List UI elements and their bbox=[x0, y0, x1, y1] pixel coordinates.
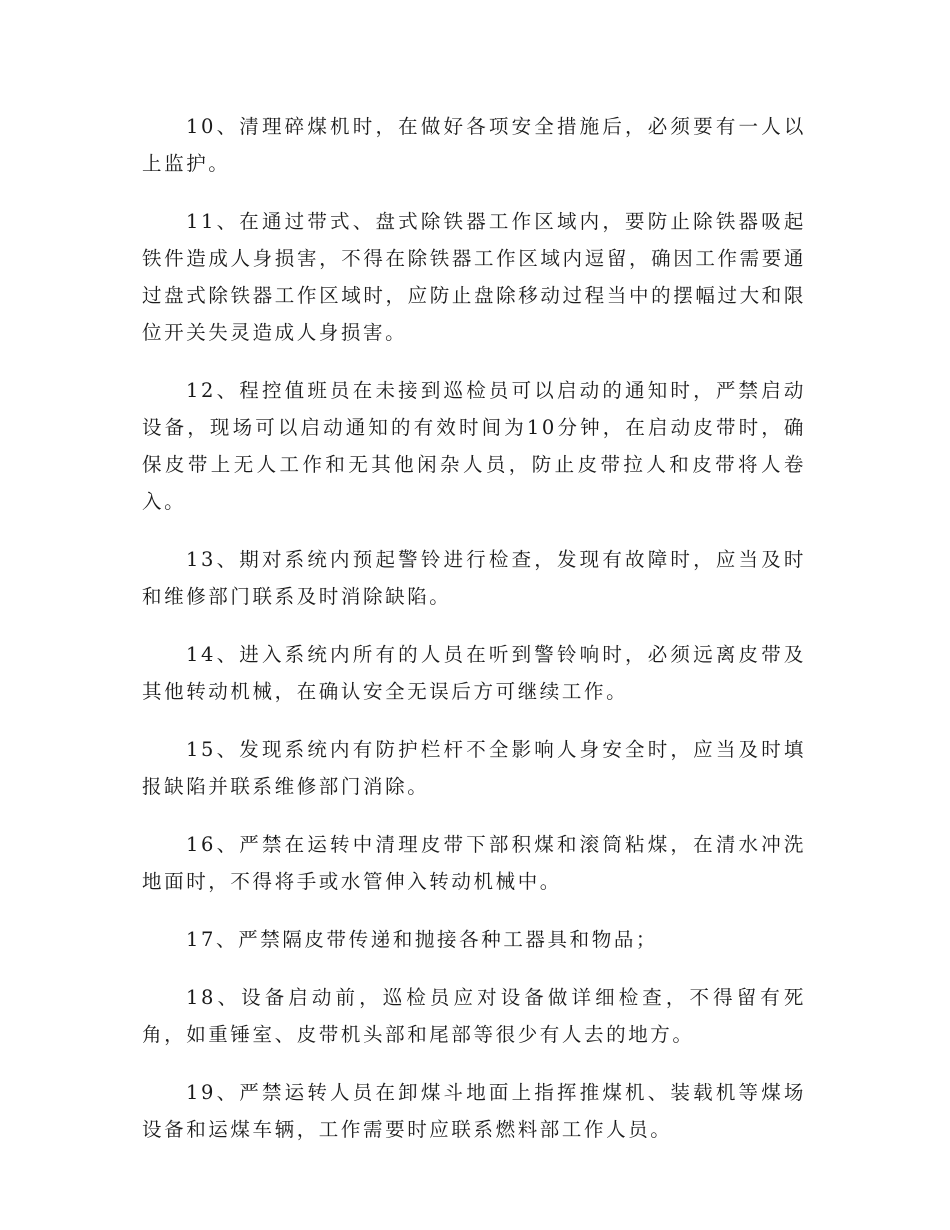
paragraph-13: 13、期对系统内预起警铃进行检查，发现有故障时，应当及时和维修部门联系及时消除缺陷。 bbox=[142, 548, 806, 608]
paragraph-12: 12、程控值班员在未接到巡检员可以启动的通知时，严禁启动设备，现场可以启动通知的有效时间为10分钟，在启动皮带时，确保皮带上无人工作和无其他闲杂人员，防止皮带拉人和皮带将人卷入。 bbox=[142, 379, 806, 513]
paragraph-16: 16、严禁在运转中清理皮带下部积煤和滚筒粘煤，在清水冲洗地面时，不得将手或水管伸入转动机械中。 bbox=[142, 833, 806, 893]
paragraph-15: 15、发现系统内有防护栏杆不全影响人身安全时，应当及时填报缺陷并联系维修部门消除。 bbox=[142, 738, 806, 798]
paragraph-17: 17、严禁隔皮带传递和抛接各种工器具和物品； bbox=[186, 928, 659, 951]
paragraph-14: 14、进入系统内所有的人员在听到警铃响时，必须远离皮带及其他转动机械，在确认安全无误后方可继续工作。 bbox=[142, 643, 806, 703]
paragraph-19: 19、严禁运转人员在卸煤斗地面上指挥推煤机、装载机等煤场设备和运煤车辆，工作需要时应联系燃料部工作人员。 bbox=[142, 1081, 806, 1141]
document-body bbox=[142, 108, 806, 1169]
paragraph-18: 18、设备启动前，巡检员应对设备做详细检查，不得留有死角，如重锤室、皮带机头部和尾部等很少有人去的地方。 bbox=[142, 986, 806, 1046]
paragraph-11: 11、在通过带式、盘式除铁器工作区域内，要防止除铁器吸起铁件造成人身损害，不得在除铁器工作区域内逗留，确因工作需要通过盘式除铁器工作区域时，应防止盘除移动过程当中的摆幅过大和限位开关失灵造成人身损害。 bbox=[142, 210, 806, 344]
paragraph-10: 10、清理碎煤机时，在做好各项安全措施后，必须要有一人以上监护。 bbox=[142, 115, 806, 175]
